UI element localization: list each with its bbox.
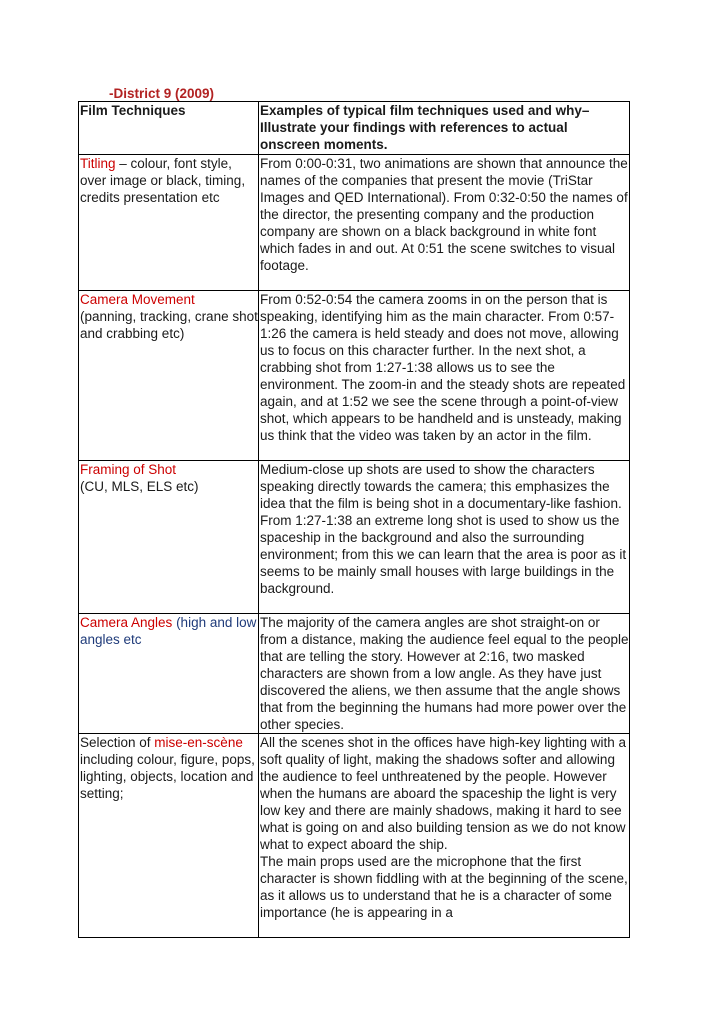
table-row (79, 155, 630, 291)
technique-description: (panning, tracking, crane shot and crabbing etc) (80, 309, 258, 341)
technique-cell (79, 614, 259, 734)
table-row (79, 291, 630, 461)
example-cell: From 0:00-0:31, two animations are shown that announce the names of the companies that present the movie (TriStar Images and QED International). From 0:32-0:50 the names of the director, the presenting company and the production company are shown on a black background in white font which fades in and out. At 0:51 the scene switches to visual footage. (259, 155, 630, 291)
technique-name: Camera Movement (80, 292, 195, 307)
example-cell: Medium-close up shots are used to show the characters speaking directly towards the camera; this emphasizes the idea that the film is being shot in a documentary-like fashion. From 1:27-1:38 an extreme long shot is used to show us the spaceship in the background and also the surrounding environment; from this we can learn that the area is poor as it seems to be mainly small houses with large buildings in the background. (259, 461, 630, 614)
table-row (79, 734, 630, 938)
table-row (79, 461, 630, 614)
example-cell (259, 734, 630, 938)
document-title: -District 9 (2009) (109, 86, 215, 101)
example-paragraph: The main props used are the microphone that the first character is shown fiddling with at the beginning of the scene, as it allows us to understand that he is a character of some importance (he is appearing in a (260, 854, 628, 920)
technique-name: Titling (80, 156, 116, 171)
technique-prefix: Selection of (80, 735, 155, 750)
table-header-row (79, 102, 630, 155)
technique-description: including colour, figure, pops, lighting, objects, location and setting; (80, 752, 255, 801)
table-row (79, 614, 630, 734)
technique-name: mise-en-scène (154, 735, 243, 750)
header-film-techniques: Film Techniques (79, 102, 259, 155)
technique-cell (79, 461, 259, 614)
film-techniques-table (78, 101, 630, 938)
technique-cell (79, 734, 259, 938)
example-paragraph: All the scenes shot in the offices have high-key lighting with a soft quality of light, making the shadows softer and allowing the audience to feel unthreatened by the people. However when the humans are aboard the spaceship the light is very low key and there are mainly shadows, making it hard to see what is going on and also building tension as we do not know what to expect aboard the ship. (260, 735, 626, 852)
technique-description: – colour, font style, over image or black, timing, credits presentation etc (80, 156, 246, 205)
example-cell: From 0:52-0:54 the camera zooms in on the person that is speaking, identifying him as the main character. From 0:57-1:26 the camera is held steady and does not move, allowing us to focus on this character further. In the next shot, a crabbing shot from 1:27-1:38 allows us to see the environment. The zoom-in and the steady shots are repeated again, and at 1:52 we see the scene through a point-of-view shot, which appears to be handheld and is unsteady, making us think that the video was taken by an actor in the film. (259, 291, 630, 461)
technique-name: Framing of Shot (80, 462, 177, 477)
technique-description: (high and low angles etc (80, 615, 257, 647)
example-cell: The majority of the camera angles are shot straight-on or from a distance, making the audience feel equal to the people that are telling the story. However at 2:16, two masked characters are shown from a low angle. As they have just discovered the aliens, we then assume that the angle shows that from the beginning the humans had more power over the other species. (260, 615, 629, 732)
technique-cell (79, 291, 259, 461)
technique-cell (79, 155, 259, 291)
technique-name: Camera Angles (80, 615, 173, 630)
header-examples: Examples of typical film techniques used and why– Illustrate your findings with references to actual onscreen moments. (259, 102, 630, 155)
technique-description: (CU, MLS, ELS etc) (80, 479, 199, 494)
